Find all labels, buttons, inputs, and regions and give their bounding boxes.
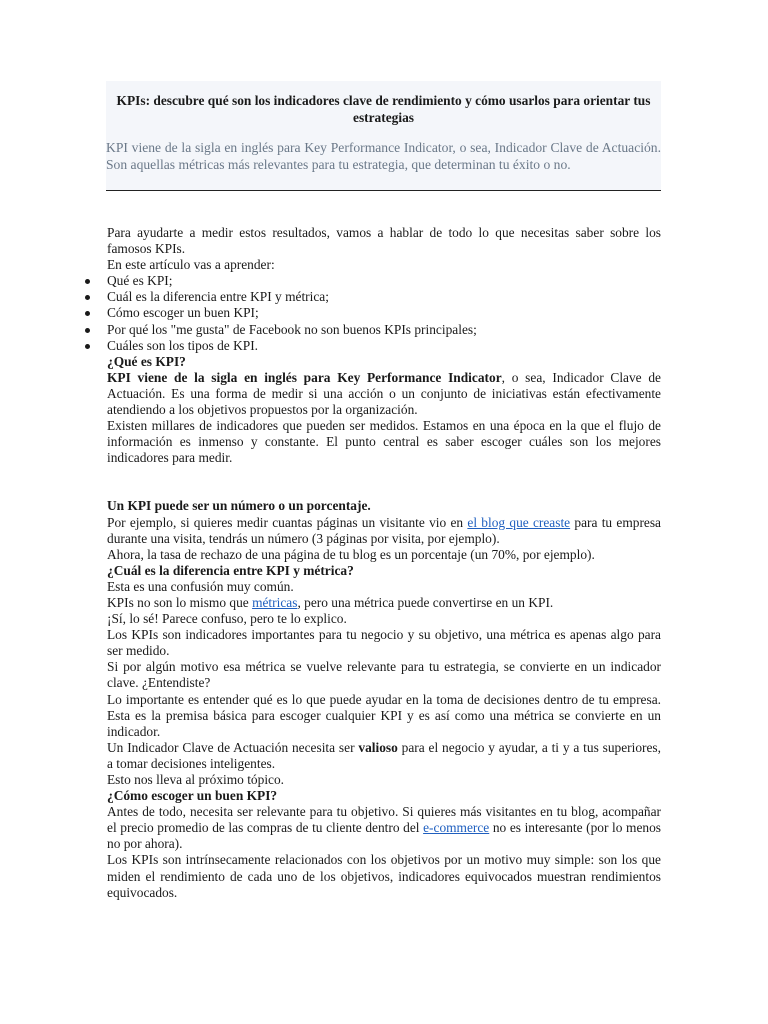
metricas-link[interactable]: métricas [252, 594, 298, 610]
paragraph: Los KPIs son intrínsecamente relacionados con los objetivos por un motivo muy simple: son los que miden el rendimiento de cada uno de los objetivos, indicadores equivocados muestran rendimientos equivocados. [107, 852, 661, 900]
bold-text: KPI viene de la sigla en inglés para Key Performance Indicator [107, 369, 502, 385]
bullet-icon [85, 295, 90, 300]
paragraph: Los KPIs son indicadores importantes para tu negocio y su objetivo, una métrica es apenas algo para ser medido. [107, 627, 661, 659]
list-item: Cuál es la diferencia entre KPI y métrica; [107, 289, 661, 305]
paragraph: Existen millares de indicadores que pueden ser medidos. Estamos en una época en la que el flujo de información es inmenso y constante. El punto central es saber escoger cuáles son los mejores indicadores para medir. [107, 418, 661, 466]
paragraph: Antes de todo, necesita ser relevante para tu objetivo. Si quieres más visitantes en tu blog, acompañar el precio promedio de las compras de tu cliente dentro del e-commerce no es interesante (por lo menos no por ahora). [107, 804, 662, 852]
bullet-icon [85, 311, 90, 316]
paragraph: KPIs no son lo mismo que métricas, pero una métrica puede convertirse en un KPI. [107, 594, 554, 610]
list-item: Qué es KPI; [107, 273, 661, 289]
paragraph: Lo importante es entender qué es lo que puede ayudar en la toma de decisiones dentro de tu empresa. Esta es la premisa básica para escoger cualquier KPI y es así como una métrica se convierte en un indicador. [107, 691, 661, 739]
paragraph: Si por algún motivo esa métrica se vuelve relevante para tu estrategia, se convierte en un indicador clave. ¿Entendiste? [107, 659, 661, 691]
paragraph: Esto nos lleva al próximo tópico. [107, 772, 285, 787]
paragraph: Un Indicador Clave de Actuación necesita ser valioso para el negocio y ayudar, a ti y a tus superiores, a tomar decisiones inteligentes. [107, 739, 661, 771]
article-title: KPIs: descubre qué son los indicadores clave de rendimiento y cómo usarlos para orientar tus estrategias [116, 93, 651, 125]
article-header [106, 81, 661, 191]
ecommerce-link[interactable]: e-commerce [423, 820, 490, 836]
article-summary: KPI viene de la sigla en inglés para Key Performance Indicator, o sea, Indicador Clave de Actuación. Son aquellas métricas más relevantes para tu estrategia, que determinan tu éxito o no. [106, 140, 661, 172]
section-heading-numero-porcentaje: Un KPI puede ser un número o un porcentaje. [107, 498, 371, 514]
spacer [107, 466, 661, 498]
section-heading-diferencia: ¿Cuál es la diferencia entre KPI y métrica? [107, 562, 354, 578]
bullet-icon [85, 344, 90, 349]
list-item: Cuáles son los tipos de KPI. [107, 338, 661, 354]
blog-link[interactable]: el blog que creaste [467, 514, 571, 530]
paragraph: Por ejemplo, si quieres medir cuantas páginas un visitante vio en el blog que creaste para tu empresa durante una visita, tendrás un número (3 páginas por visita, por ejemplo). [107, 514, 661, 546]
intro-list-lead: En este artículo vas a aprender: [107, 257, 275, 273]
section-heading-como-escoger: ¿Cómo escoger un buen KPI? [107, 788, 278, 804]
paragraph: ¡Sí, lo sé! Parece confuso, pero te lo explico. [107, 611, 347, 627]
topics-list [107, 273, 661, 353]
bold-text: valioso [358, 739, 398, 755]
list-item: Cómo escoger un buen KPI; [107, 305, 661, 321]
bullet-icon [85, 328, 90, 333]
paragraph: Ahora, la tasa de rechazo de una página de tu blog es un porcentaje (un 70%, por ejemplo). [107, 546, 595, 562]
paragraph: Esta es una confusión muy común. [107, 578, 294, 594]
article-body [107, 225, 661, 901]
intro-paragraph: Para ayudarte a medir estos resultados, vamos a hablar de todo lo que necesitas saber sobre los famosos KPIs. [107, 225, 661, 257]
bullet-icon [85, 279, 90, 284]
section-heading-que-es-kpi: ¿Qué es KPI? [107, 353, 186, 369]
paragraph: KPI viene de la sigla en inglés para Key Performance Indicator, o sea, Indicador Clave de Actuación. Es una forma de medir si una acción o un conjunto de iniciativas están efectivamente atendiendo a los objetivos propuestos por la organización. [107, 369, 662, 418]
list-item: Por qué los "me gusta" de Facebook no son buenos KPIs principales; [107, 322, 661, 338]
